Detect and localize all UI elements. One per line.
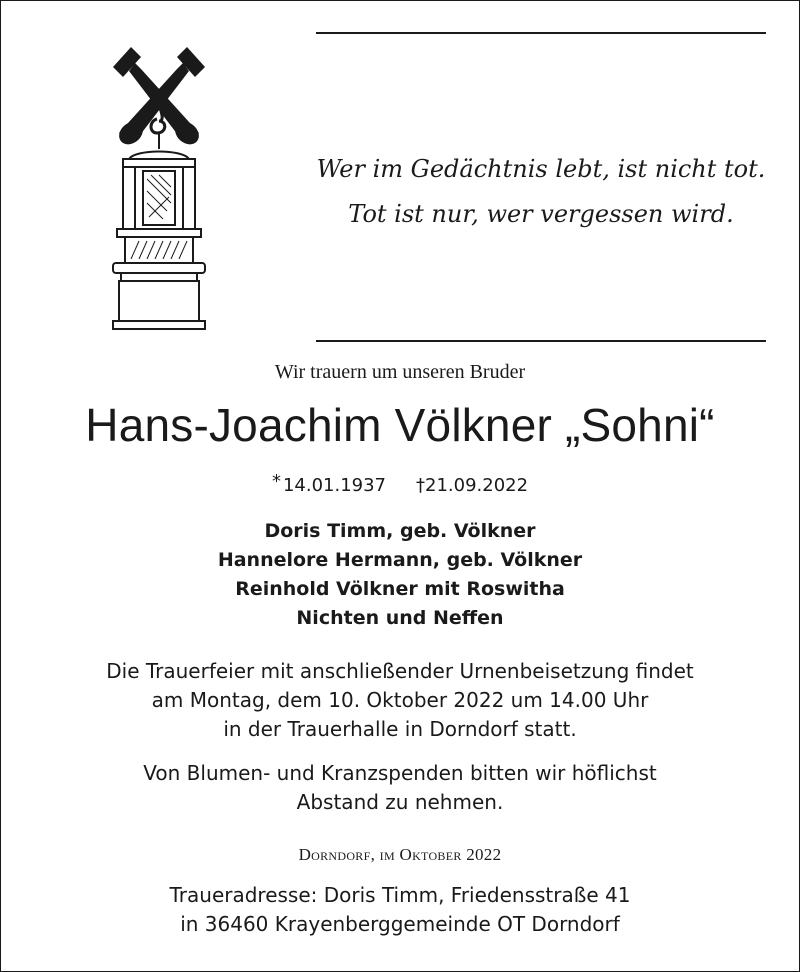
service-line: am Montag, dem 10. Oktober 2022 um 14.00 Uhr	[151, 688, 649, 712]
place-and-date: Dorndorf, im Oktober 2022	[298, 845, 502, 864]
service-line: in der Trauerhalle in Dorndorf statt.	[223, 717, 577, 741]
flowers-line: Abstand zu nehmen.	[296, 790, 504, 814]
mourner-line: Doris Timm, geb. Völkner	[264, 520, 536, 542]
mourner-line: Hannelore Hermann, geb. Völkner	[217, 549, 583, 571]
mourner-line: Reinhold Völkner mit Roswitha	[235, 578, 565, 600]
flowers-line: Von Blumen- und Kranzspenden bitten wir höflichst	[143, 761, 657, 785]
top-divider	[316, 32, 766, 34]
address-line: Traueradresse: Doris Timm, Friedensstraße 41	[169, 883, 631, 907]
death-date: 21.09.2022	[425, 475, 529, 496]
address-line: in 36460 Krayenberggemeinde OT Dorndorf	[180, 912, 620, 936]
death-symbol: †	[416, 475, 425, 496]
quote-line: Wer im Gedächtnis lebt, ist nicht tot.	[316, 155, 766, 183]
mourner-line: Nichten und Neffen	[296, 607, 504, 629]
birth-date: 14.01.1937	[282, 475, 386, 496]
miners-lamp-with-crossed-hammers-icon	[105, 41, 213, 333]
flowers-request	[1, 759, 799, 817]
mourners-list	[1, 517, 799, 633]
birth-symbol: *	[271, 471, 281, 492]
mourning-address	[1, 881, 799, 939]
service-info	[1, 657, 799, 744]
quote-line: Tot ist nur, wer vergessen wird.	[348, 200, 734, 228]
deceased-name: Hans-Joachim Völkner „Sohni“	[85, 399, 715, 451]
life-dates	[1, 471, 799, 496]
bottom-divider	[316, 340, 766, 342]
intro-text: Wir trauern um unseren Bruder	[274, 361, 526, 383]
service-line: Die Trauerfeier mit anschließender Urnenbeisetzung findet	[106, 659, 694, 683]
memorial-quote	[316, 147, 766, 237]
